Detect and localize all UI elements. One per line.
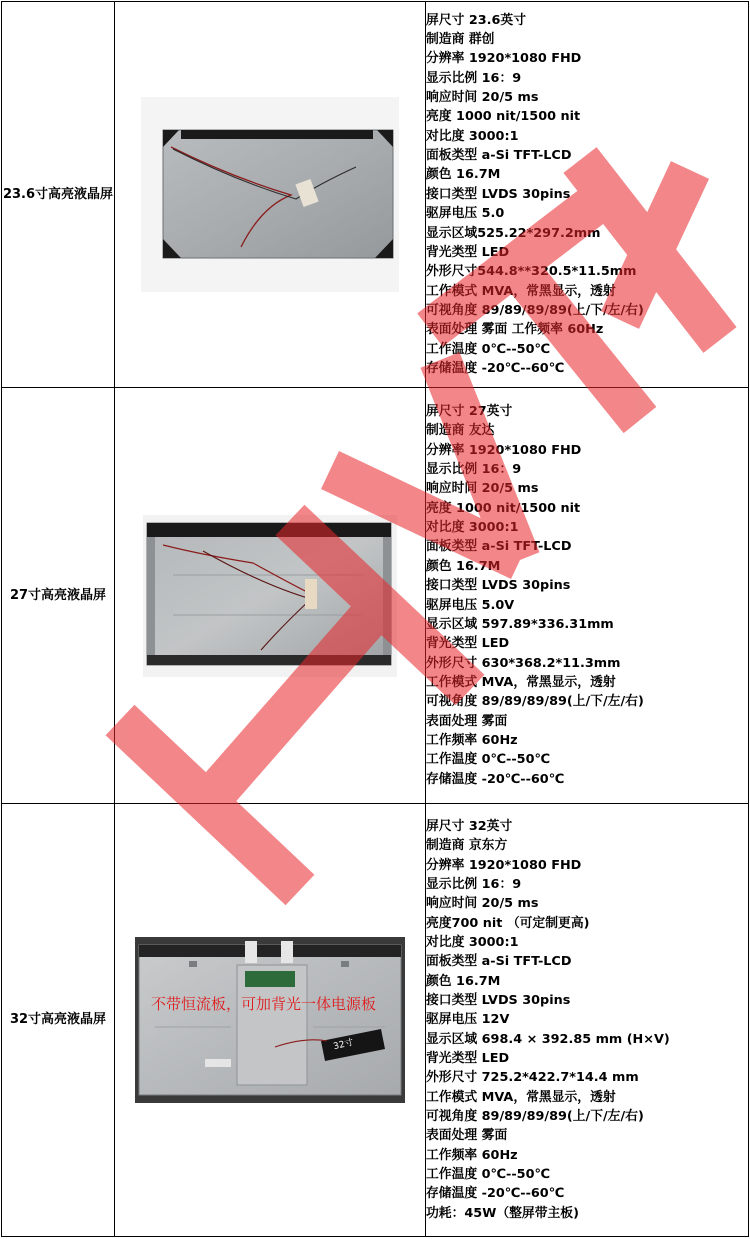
spec-line: 存储温度 -20℃--60℃: [426, 360, 565, 376]
spec-line: 分辨率 1920*1080 FHD: [426, 51, 582, 67]
table-row: [2, 2, 749, 388]
spec-line: 可视角度 89/89/89/89(上/下/左/右): [426, 302, 644, 318]
spec-line: 工作模式 MVA，常黑显示，透射: [426, 1089, 616, 1105]
spec-line: 颜色 16.7M: [426, 973, 501, 989]
spec-line: 存储温度 -20℃--60℃: [426, 1186, 565, 1202]
spec-line: 显示比例 16：9: [426, 876, 522, 892]
spec-line: 显示区域525.22*297.2mm: [426, 225, 601, 241]
lcd-panel-image: [141, 97, 399, 292]
spec-line: 外形尺寸 725.2*422.7*14.4 mm: [426, 1070, 639, 1086]
spec-line: 响应时间 20/5 ms: [426, 896, 539, 912]
product-photo-cell: [115, 2, 426, 388]
product-photo-cell: [115, 804, 426, 1237]
spec-line: 工作温度 0℃--50℃: [426, 752, 550, 768]
spec-line: 屏尺寸 32英寸: [426, 818, 513, 834]
spec-line: 显示比例 16：9: [426, 462, 522, 478]
spec-line: 对比度 3000:1: [426, 128, 519, 144]
spec-line: 对比度 3000:1: [426, 520, 519, 536]
product-name: 27寸高亮液晶屏: [2, 388, 115, 804]
spec-line: 背光类型 LED: [426, 636, 510, 652]
spec-line: 颜色 16.7M: [426, 558, 501, 574]
spec-list: [426, 388, 749, 804]
panel-size-tag: 32寸: [332, 1037, 355, 1053]
spec-line: 工作模式 MVA，常黑显示，透射: [426, 283, 616, 299]
spec-line: 功耗：45W（整屏带主板): [426, 1205, 579, 1221]
spec-line: 外形尺寸544.8**320.5*11.5mm: [426, 264, 637, 280]
spec-line: 亮度700 nit （可定制更高): [426, 915, 590, 931]
spec-line: 面板类型 a-Si TFT-LCD: [426, 148, 572, 164]
spec-line: 制造商 友达: [426, 423, 495, 439]
table-row: [2, 804, 749, 1237]
lcd-panel-image: [143, 515, 397, 677]
spec-line: 驱屏电压 5.0: [426, 206, 505, 222]
spec-line: 颜色 16.7M: [426, 167, 501, 183]
spec-line: 显示比例 16：9: [426, 70, 522, 86]
spec-list: [426, 804, 749, 1237]
spec-line: 制造商 京东方: [426, 838, 508, 854]
spec-line: 面板类型 a-Si TFT-LCD: [426, 539, 572, 555]
spec-line: 可视角度 89/89/89/89(上/下/左/右): [426, 1109, 644, 1125]
spec-line: 背光类型 LED: [426, 244, 510, 260]
panel-annotation-note: 不带恒流板，可加背光一体电源板: [151, 995, 377, 1013]
spec-line: 对比度 3000:1: [426, 934, 519, 950]
spec-line: 接口类型 LVDS 30pins: [426, 992, 571, 1008]
lcd-panel-image: [135, 937, 405, 1103]
spec-list: [426, 2, 749, 388]
product-name: 23.6寸高亮液晶屏: [2, 2, 115, 388]
spec-line: 存储温度 -20℃--60℃: [426, 771, 565, 787]
spec-line: 工作温度 0℃--50℃: [426, 341, 550, 357]
spec-line: 表面处理 雾面 工作频率 60Hz: [426, 322, 604, 338]
spec-line: 工作频率 60Hz: [426, 1147, 518, 1163]
spec-line: 表面处理 雾面: [426, 1128, 508, 1144]
spec-line: 显示区域 698.4 × 392.85 mm (H×V): [426, 1031, 670, 1047]
product-spec-table: [1, 1, 749, 1237]
spec-line: 制造商 群创: [426, 32, 495, 48]
spec-line: 屏尺寸 23.6英寸: [426, 12, 527, 28]
spec-line: 亮度 1000 nit/1500 nit: [426, 109, 581, 125]
spec-line: 驱屏电压 5.0V: [426, 597, 515, 613]
spec-line: 屏尺寸 27英寸: [426, 404, 513, 420]
spec-line: 外形尺寸 630*368.2*11.3mm: [426, 655, 621, 671]
spec-line: 亮度 1000 nit/1500 nit: [426, 500, 581, 516]
spec-line: 工作频率 60Hz: [426, 732, 518, 748]
table-row: [2, 388, 749, 804]
spec-line: 驱屏电压 12V: [426, 1012, 510, 1028]
product-photo-cell: [115, 388, 426, 804]
spec-line: 分辨率 1920*1080 FHD: [426, 857, 582, 873]
product-name: 32寸高亮液晶屏: [2, 804, 115, 1237]
spec-line: 工作温度 0℃--50℃: [426, 1167, 550, 1183]
spec-line: 表面处理 雾面: [426, 713, 508, 729]
spec-line: 面板类型 a-Si TFT-LCD: [426, 954, 572, 970]
spec-line: 显示区域 597.89*336.31mm: [426, 616, 614, 632]
spec-line: 背光类型 LED: [426, 1051, 510, 1067]
spec-line: 接口类型 LVDS 30pins: [426, 578, 571, 594]
spec-line: 响应时间 20/5 ms: [426, 481, 539, 497]
spec-line: 接口类型 LVDS 30pins: [426, 186, 571, 202]
spec-line: 分辨率 1920*1080 FHD: [426, 442, 582, 458]
spec-line: 工作模式 MVA，常黑显示，透射: [426, 674, 616, 690]
spec-line: 响应时间 20/5 ms: [426, 90, 539, 106]
spec-line: 可视角度 89/89/89/89(上/下/左/右): [426, 694, 644, 710]
